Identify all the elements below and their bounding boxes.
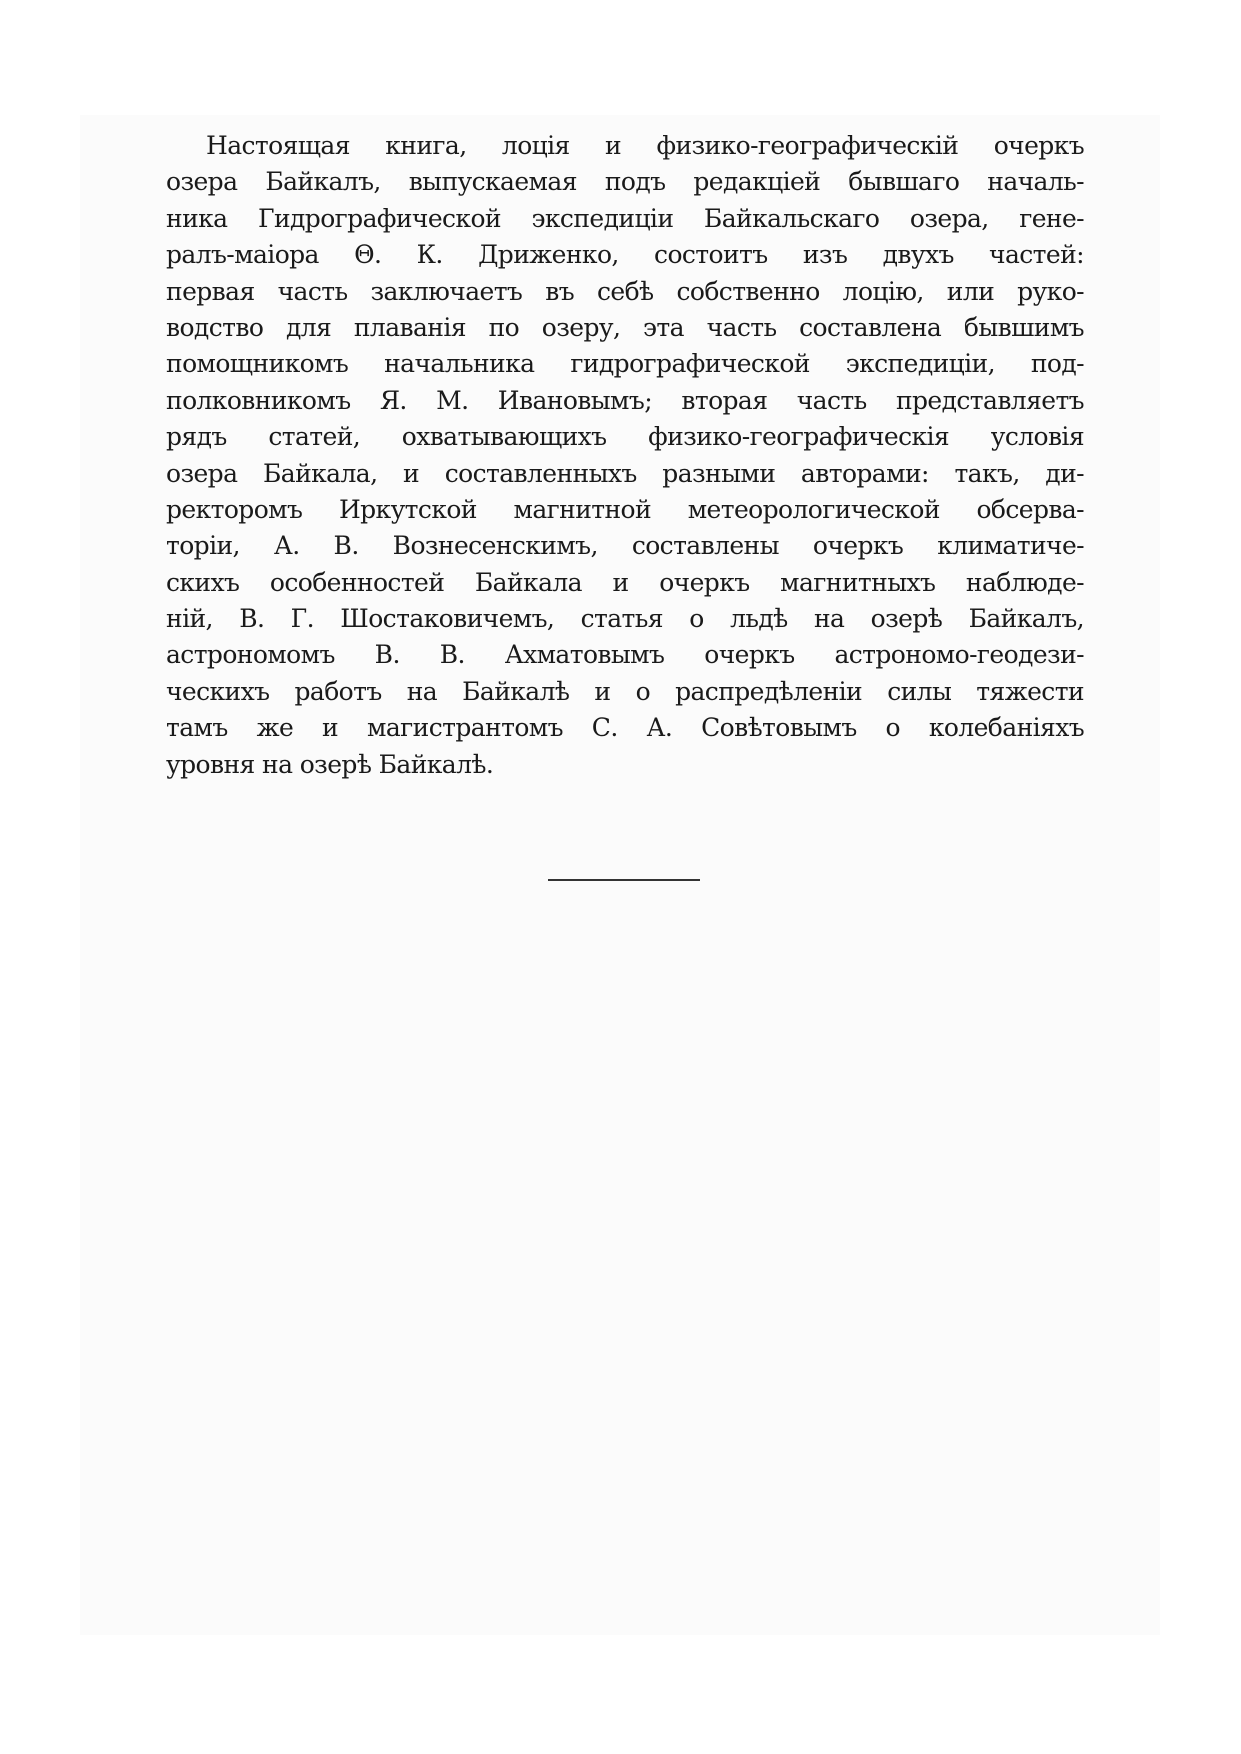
paragraph-line: ралъ-маіора Θ. К. Дриженко, состоитъ изъ двухъ частей: (166, 240, 1084, 270)
paragraph-line: первая часть заключаетъ въ себѣ собственно лоцію, или руко- (166, 276, 1084, 306)
paragraph-line: помощникомъ начальника гидрографической экспедиціи, под- (166, 349, 1084, 379)
paragraph-line: Настоящая книга, лоція и физико-географическій очеркъ (206, 131, 1084, 160)
body-paragraph (166, 128, 1084, 783)
paragraph-line: озера Байкалъ, выпускаемая подъ редакціей бывшаго началь- (166, 167, 1084, 197)
paragraph-line: рядъ статей, охватывающихъ физико-географическія условія (166, 422, 1084, 452)
paragraph-line: ника Гидрографической экспедиціи Байкальскаго озера, гене- (166, 203, 1084, 233)
paragraph-line: торіи, А. В. Вознесенскимъ, составлены очеркъ климатиче- (166, 531, 1084, 561)
section-divider (548, 879, 700, 881)
paragraph-line: тамъ же и магистрантомъ С. А. Совѣтовымъ о колебаніяхъ (166, 713, 1084, 743)
paragraph-line: озера Байкала, и составленныхъ разными авторами: такъ, ди- (166, 458, 1084, 488)
paragraph-line: ній, В. Г. Шостаковичемъ, статья о льдѣ на озерѣ Байкалъ, (166, 604, 1084, 634)
paragraph-line: водство для плаванія по озеру, эта часть составлена бывшимъ (166, 312, 1084, 342)
paragraph-line: астрономомъ В. В. Ахматовымъ очеркъ астрономо-геодези- (166, 640, 1084, 670)
paragraph-line: полковникомъ Я. М. Ивановымъ; вторая часть представляетъ (166, 385, 1084, 415)
paragraph-line: уровня на озерѣ Байкалѣ. (166, 749, 494, 779)
paragraph-line: ректоромъ Иркутской магнитной метеорологической обсерва- (166, 494, 1084, 524)
paragraph-line: скихъ особенностей Байкала и очеркъ магнитныхъ наблюде- (166, 567, 1084, 597)
paragraph-line: ческихъ работъ на Байкалѣ и о распредѣленіи силы тяжести (166, 676, 1084, 706)
